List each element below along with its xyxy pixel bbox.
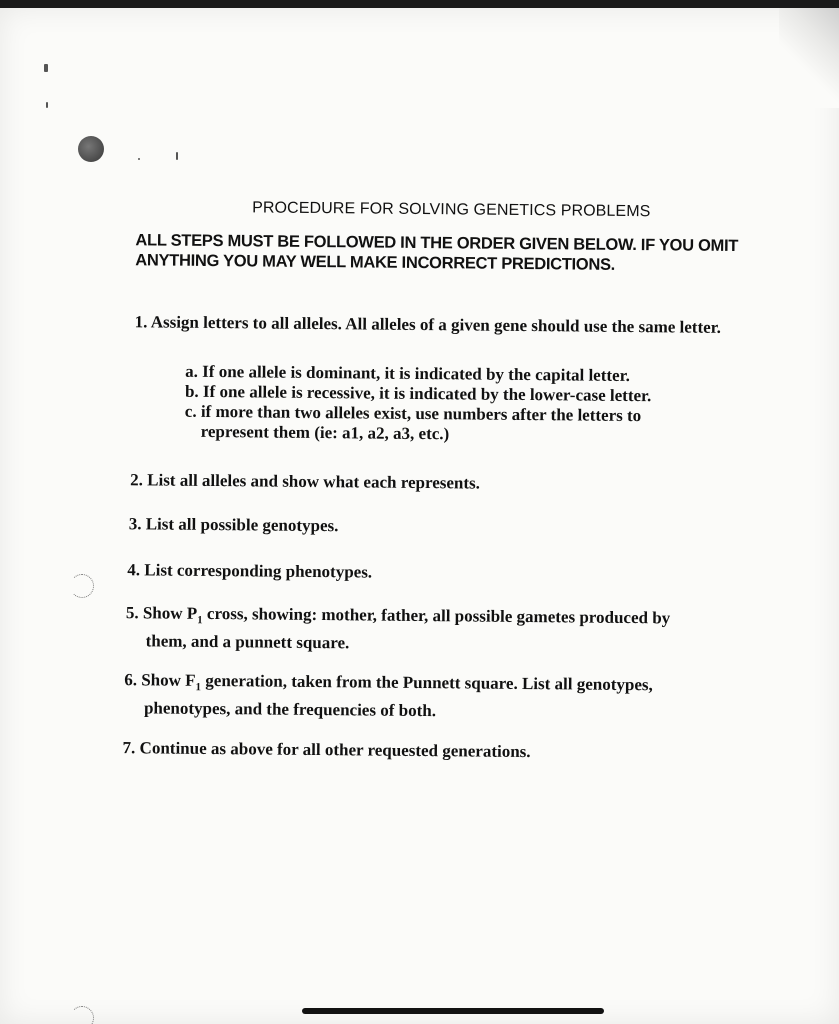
step-1: 1. Assign letters to all alleles. All alleles of a given gene should use the same letter. (134, 312, 722, 337)
step-5 (126, 602, 786, 658)
step-5-line2: them, and a punnett square. (145, 631, 350, 653)
step-6-prefix: 6. Show F (124, 670, 196, 690)
step-5-line1: cross, showing: mother, father, all possible gametes produced by (202, 603, 671, 628)
step-7: 7. Continue as above for all other requested generations. (122, 738, 531, 762)
step-6-line2: phenotypes, and the frequencies of both. (143, 698, 437, 721)
home-indicator[interactable] (302, 1008, 604, 1014)
step-4: 4. List corresponding phenotypes. (127, 560, 373, 582)
substep-b: b. If one allele is recessive, it is indicated by the lower-case letter. (184, 381, 652, 406)
step-6 (124, 669, 784, 725)
step-6-line1: generation, taken from the Punnett square. List all genotypes, (200, 670, 653, 695)
step-5-prefix: 5. Show P (125, 603, 198, 623)
substep-c: c. if more than two alleles exist, use numbers after the letters to (184, 401, 642, 426)
document-title: PROCEDURE FOR SOLVING GENETICS PROBLEMS (252, 199, 651, 221)
step-6-subscript: 1 (195, 681, 202, 694)
step-2: 2. List all alleles and show what each represents. (130, 470, 481, 493)
substep-c-continuation: represent them (ie: a1, a2, a3, etc.) (200, 421, 450, 444)
warning-text: ALL STEPS MUST BE FOLLOWED IN THE ORDER GIVEN BELOW. IF YOU OMIT ANYTHING YOU MAY WELL MAKE INCORRECT PREDICTIONS. (135, 231, 739, 274)
step-1-substeps (185, 362, 766, 448)
step-5-subscript: 1 (197, 614, 203, 627)
step-3: 3. List all possible genotypes. (128, 514, 339, 536)
substep-a: a. If one allele is dominant, it is indicated by the capital letter. (185, 361, 630, 386)
